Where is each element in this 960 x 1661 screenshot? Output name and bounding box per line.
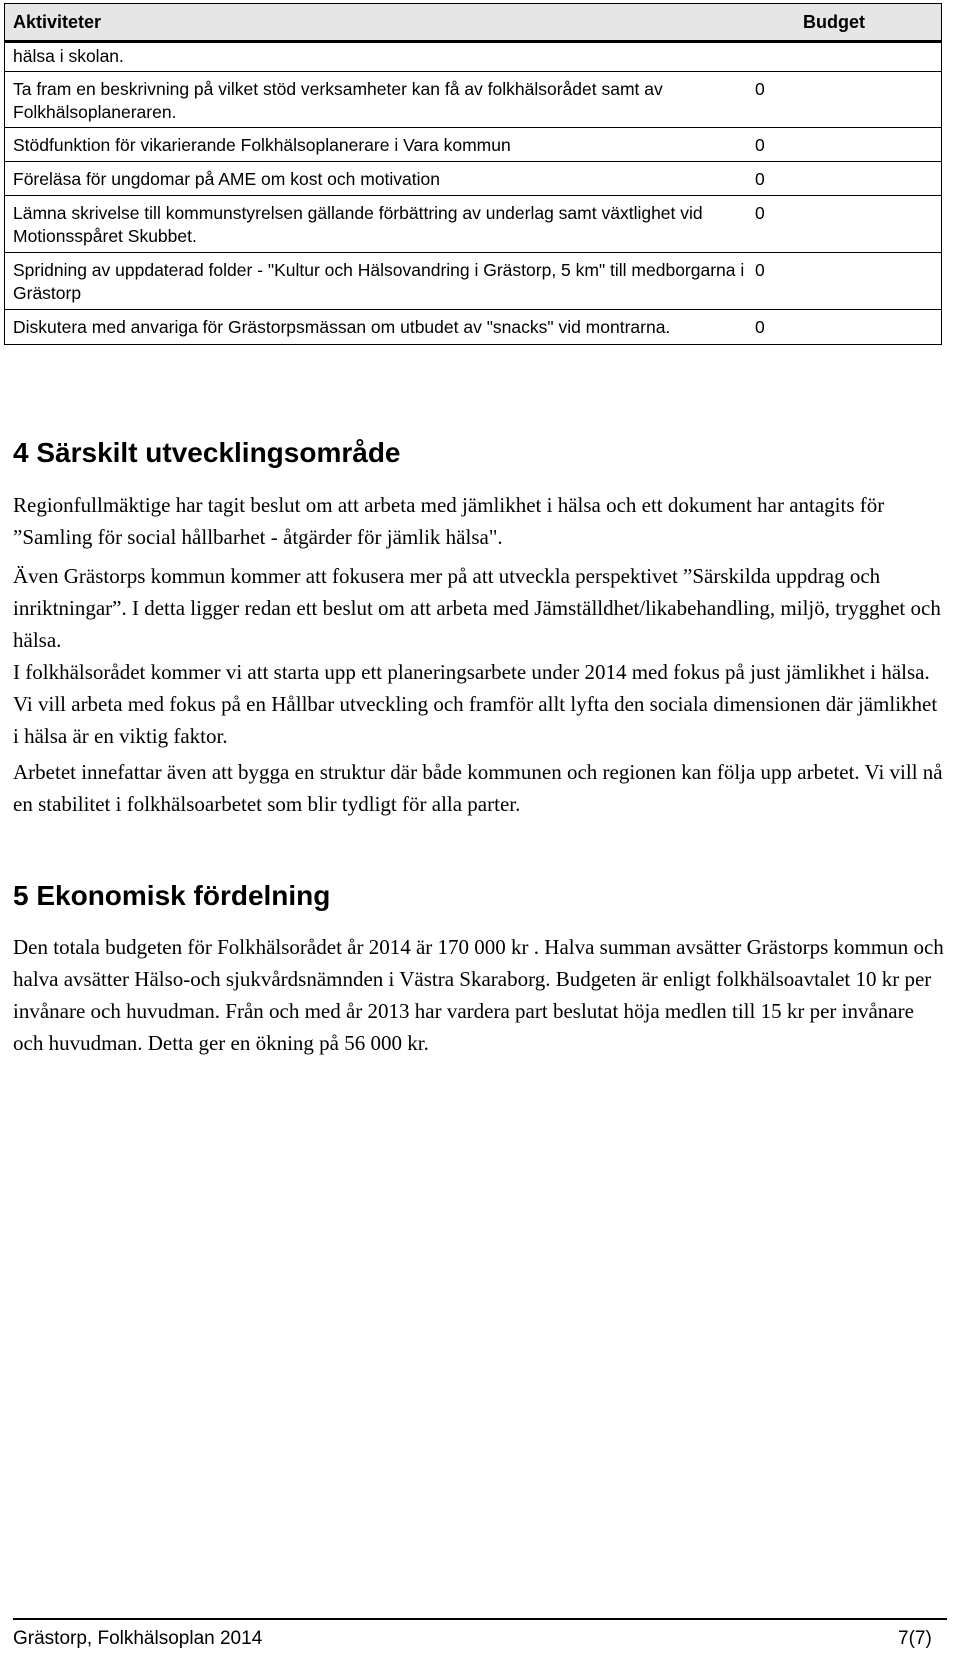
paragraph: Regionfullmäktige har tagit beslut om att arbeta med jämlikhet i hälsa och ett dokument har antagits för ”Samling för social hållbarhet - åtgärder för jämlik hälsa". (13, 493, 885, 549)
activity-cell: Diskutera med anvariga för Grästorpsmässan om utbudet av "snacks" vid montrarna. (13, 317, 671, 337)
table-row (4, 196, 942, 253)
budget-cell: 0 (755, 135, 765, 155)
paragraph: Arbetet innefattar även att bygga en struktur där både kommunen och regionen kan följa upp arbetet. Vi vill nå en stabilitet i folkhälsoarbetet som blir tydligt för alla parter. (13, 760, 943, 816)
table-header (4, 3, 942, 43)
table-row (4, 253, 942, 310)
activity-cell: Spridning av uppdaterad folder - "Kultur och Hälsovandring i Grästorp, 5 km" till medborgarna i Grästorp (13, 260, 745, 303)
budget-cell: 0 (755, 79, 765, 99)
budget-cell: 0 (755, 317, 765, 337)
paragraph: I folkhälsorådet kommer vi att starta upp ett planeringsarbete under 2014 med fokus på just jämlikhet i hälsa. Vi vill arbeta med fokus på en Hållbar utveckling och framför allt lyfta den sociala dimensionen där jämlikhet i hälsa är en viktig faktor. (13, 660, 938, 748)
budget-cell: 0 (755, 260, 765, 280)
paragraph: Den totala budgeten för Folkhälsorådet år 2014 är 170 000 kr . Halva summan avsätter Grästorps kommun och halva avsätter Hälso-och sjukvårdsnämnden i Västra Skaraborg. Budgeten är enligt folkhälsoavtalet 10 kr per invånare och huvudman. Från och med år 2013 har vardera part beslutat höja medlen till 15 kr per invånare och huvudman. Detta ger en ökning på 56 000 kr. (13, 935, 944, 1055)
activity-cell: Lämna skrivelse till kommunstyrelsen gällande förbättring av underlag samt växtlighet vid Motionsspåret Skubbet. (13, 203, 703, 246)
budget-cell: 0 (755, 169, 765, 189)
footer-divider (13, 1618, 947, 1620)
column-header-budget: Budget (803, 12, 865, 32)
activity-cell: hälsa i skolan. (13, 46, 124, 66)
section-heading: 5 Ekonomisk fördelning (13, 880, 331, 911)
paragraph: Även Grästorps kommun kommer att fokusera mer på att utveckla perspektivet ”Särskilda uppdrag och inriktningar”. I detta ligger redan ett beslut om att arbeta med Jämställdhet/likabehandling, miljö, trygghet och hälsa. (13, 564, 941, 652)
table-row (4, 43, 942, 72)
footer-page-number: 7(7) (898, 1628, 932, 1649)
activity-cell: Föreläsa för ungdomar på AME om kost och motivation (13, 169, 441, 189)
column-header-activities: Aktiviteter (13, 12, 102, 32)
table-row (4, 162, 942, 196)
table-row (4, 128, 942, 162)
activity-cell: Ta fram en beskrivning på vilket stöd verksamheter kan få av folkhälsorådet samt av Folkhälsoplaneraren. (13, 79, 663, 122)
activity-cell: Stödfunktion för vikarierande Folkhälsoplanerare i Vara kommun (13, 135, 511, 155)
footer-document-title: Grästorp, Folkhälsoplan 2014 (13, 1628, 263, 1649)
section-heading: 4 Särskilt utvecklingsområde (13, 437, 401, 468)
budget-cell: 0 (755, 203, 765, 223)
table-row (4, 310, 942, 345)
table-row (4, 72, 942, 128)
